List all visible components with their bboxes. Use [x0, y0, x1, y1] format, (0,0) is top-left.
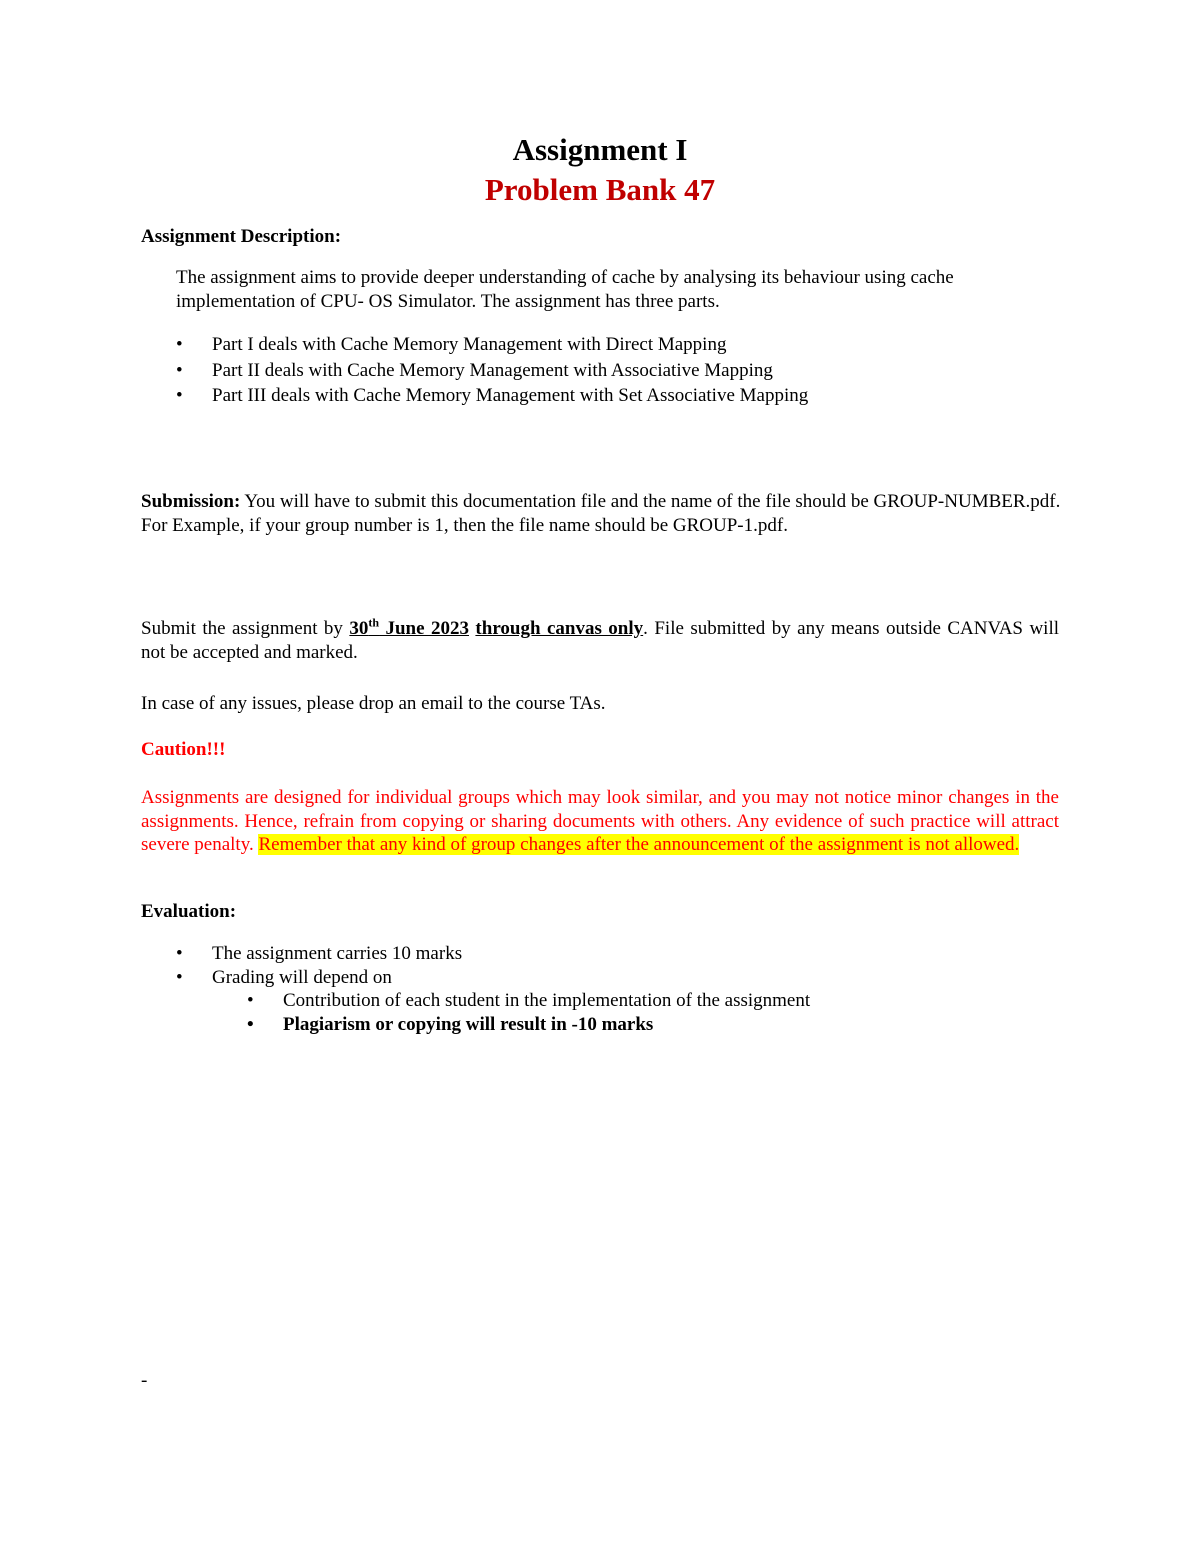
submission-paragraph: Submission: You will have to submit this documentation file and the name of the file should be GROUP-NUMBER.pdf. For Example, if your group number is 1, then the file name should be GROUP-1.pdf. — [141, 491, 1061, 536]
caution-heading: Caution!!! — [141, 739, 226, 760]
list-item: • Part II deals with Cache Memory Management with Associative Mapping — [176, 358, 1056, 384]
list-item: • Grading will depend on — [176, 966, 392, 988]
list-item: • Part I deals with Cache Memory Management with Direct Mapping — [176, 332, 1056, 358]
list-item: • Part III deals with Cache Memory Management with Set Associative Mapping — [176, 383, 1056, 409]
bullet-icon: • — [176, 966, 183, 988]
caution-highlight: Remember that any kind of group changes after the announcement of the assignment is not allowed. — [258, 834, 1020, 855]
bullet-icon: • — [176, 334, 183, 355]
issues-text: In case of any issues, please drop an email to the course TAs. — [141, 693, 606, 714]
deadline-date: 30th June 2023 — [349, 615, 469, 639]
footer-mark: - — [141, 1370, 148, 1391]
description-heading: Assignment Description: — [141, 226, 342, 247]
submission-label: Submission: — [141, 491, 241, 512]
bullet-icon: • — [176, 385, 183, 406]
bullet-icon: • — [247, 1013, 254, 1035]
bullet-icon: • — [176, 943, 183, 964]
bullet-icon: • — [247, 990, 254, 1011]
caution-text: Assignments are designed for individual groups which may look similar, and you may not notice minor changes in the assignments. Hence, refrain from copying or sharing documents with others. Any evidence of such practice will attract severe penalty. Remember that any kind of group changes after the announcement of the assignment is not allowed. — [141, 787, 1059, 855]
document-subtitle: Problem Bank 47 — [484, 172, 716, 207]
deadline-paragraph: Submit the assignment by 30th June 2023 through canvas only. File submitted by any means outside CANVAS will not be accepted and marked. — [141, 615, 1059, 663]
bullet-icon: • — [176, 359, 183, 381]
list-item: • Plagiarism or copying will result in -10 marks — [247, 1013, 654, 1035]
document-title: Assignment I — [512, 132, 688, 167]
evaluation-heading: Evaluation: — [141, 901, 237, 922]
description-text: The assignment aims to provide deeper understanding of cache by analysing its behaviour using cache implementation of CPU- OS Simulator. The assignment has three parts. — [176, 267, 954, 312]
evaluation-list — [176, 942, 1056, 989]
list-item: • Contribution of each student in the implementation of the assignment — [247, 990, 811, 1011]
parts-list — [176, 332, 1056, 409]
deadline-channel: through canvas only — [475, 618, 644, 639]
evaluation-sublist — [247, 989, 1067, 1036]
list-item: • The assignment carries 10 marks — [176, 943, 463, 964]
